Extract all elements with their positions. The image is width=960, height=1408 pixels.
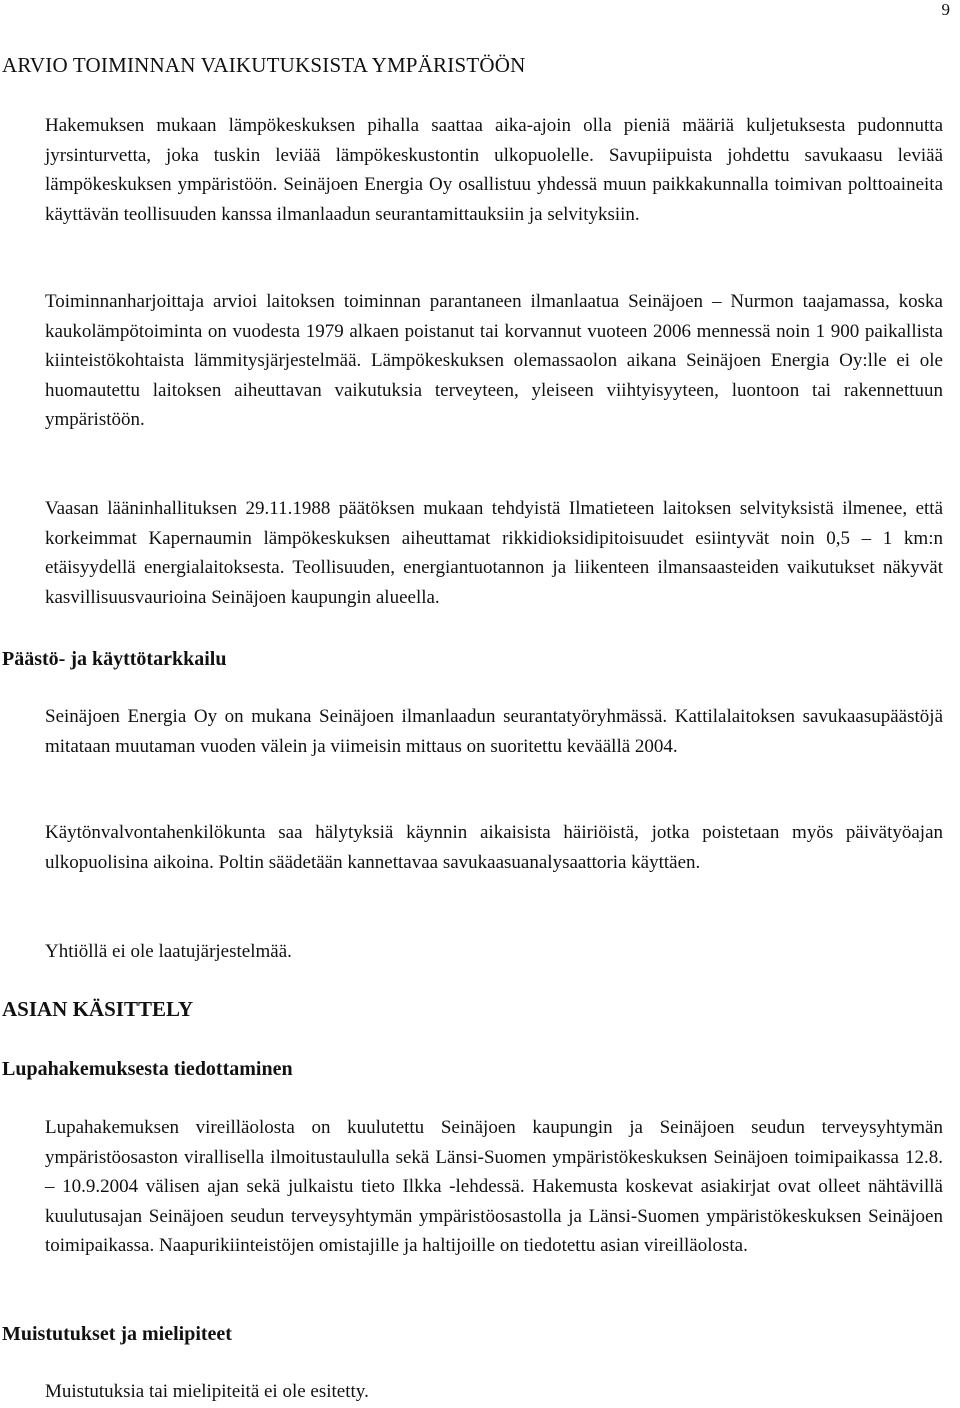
impact-paragraph-3: Vaasan lääninhallituksen 29.11.1988 päätöksen mukaan tehdyistä Ilmatieteen laitoksen selvityksistä ilmenee, että korkeimmat Kapernaumin lämpökeskuksen aiheuttamat rikkidioksidipitoisuudet esiintyvät noin 0,5 – 1 km:n etäisyydellä energialaitoksesta. Teollisuuden, energiantuotannon ja liikenteen ilmansaasteiden vaikutukset näkyvät kasvillisuusvaurioina Seinäjoen kaupungin alueella. <box>45 498 943 608</box>
impact-paragraph-1: Hakemuksen mukaan lämpökeskuksen pihalla saattaa aika-ajoin olla pieniä määriä kuljetuksesta pudonnutta jyrsinturvetta, joka tuskin leviää lämpökeskustontin ulkopuolelle. Savupiipuista johdettu savukaasu leviää lämpökeskuksen ympäristöön. Seinäjoen Energia Oy osallistuu yhdessä muun paikkakunnalla toimivan polttoaineita käyttävän teollisuuden kanssa ilmanlaadun seurantamittauksiin ja selvityksiin. <box>45 115 943 225</box>
notice-heading: Lupahakemuksesta tiedottaminen <box>2 1058 293 1080</box>
impact-paragraph-2: Toiminnanharjoittaja arvioi laitoksen toiminnan parantaneen ilmanlaatua Seinäjoen – Nurmon taajamassa, koska kaukolämpötoiminta on vuodesta 1979 alkaen poistanut tai korvannut vuoteen 2006 mennessä noin 1 900 paikallista kiinteistökohtaista lämmitysjärjestelmää. Lämpökeskuksen olemassaolon aikana Seinäjoen Energia Oy:lle ei ole huomautettu laitoksen aiheuttavan vaikutuksia terveyteen, yleiseen viihtyisyyteen, luontoon tai rakennettuun ympäristöön. <box>45 291 943 430</box>
monitoring-paragraph-2: Käytönvalvontahenkilökunta saa hälytyksiä käynnin aikaisista häiriöistä, jotka poistetaan myös päivätyöajan ulkopuolisina aikoina. Poltin säädetään kannettavaa savukaasuanalysaattoria käyttäen. <box>45 822 943 873</box>
impact-heading: ARVIO TOIMINNAN VAIKUTUKSISTA YMPÄRISTÖÖN <box>2 53 526 77</box>
notice-paragraph-1: Lupahakemuksen vireilläolosta on kuulutettu Seinäjoen kaupungin ja Seinäjoen seudun terveysyhtymän ympäristöosaston virallisella ilmoitustaululla sekä Länsi-Suomen ympäristökeskuksen Seinäjoen toimipaikassa 12.8. – 10.9.2004 välisen ajan sekä julkaistu tieto Ilkka -lehdessä. Hakemusta koskevat asiakirjat ovat olleet nähtävillä kuulutusajan Seinäjoen seudun terveysyhtymän ympäristöosastolla ja Länsi-Suomen ympäristökeskuksen Seinäjoen toimipaikassa. Naapurikiinteistöjen omistajille ja haltijoille on tiedotettu asian vireilläolosta. <box>45 1117 943 1256</box>
monitoring-heading: Päästö- ja käyttötarkkailu <box>2 648 227 670</box>
case-heading: ASIAN KÄSITTELY <box>2 997 194 1021</box>
opinions-paragraph-1: Muistutuksia tai mielipiteitä ei ole esitetty. <box>45 1381 369 1402</box>
monitoring-paragraph-3: Yhtiöllä ei ole laatujärjestelmää. <box>45 941 292 962</box>
monitoring-paragraph-1: Seinäjoen Energia Oy on mukana Seinäjoen ilmanlaadun seurantatyöryhmässä. Kattilalaitoksen savukaasupäästöjä mitataan muutaman vuoden välein ja viimeisin mittaus on suoritettu keväällä 2004. <box>45 706 943 757</box>
opinions-heading: Muistutukset ja mielipiteet <box>2 1323 232 1345</box>
page-number: 9 <box>941 0 950 19</box>
